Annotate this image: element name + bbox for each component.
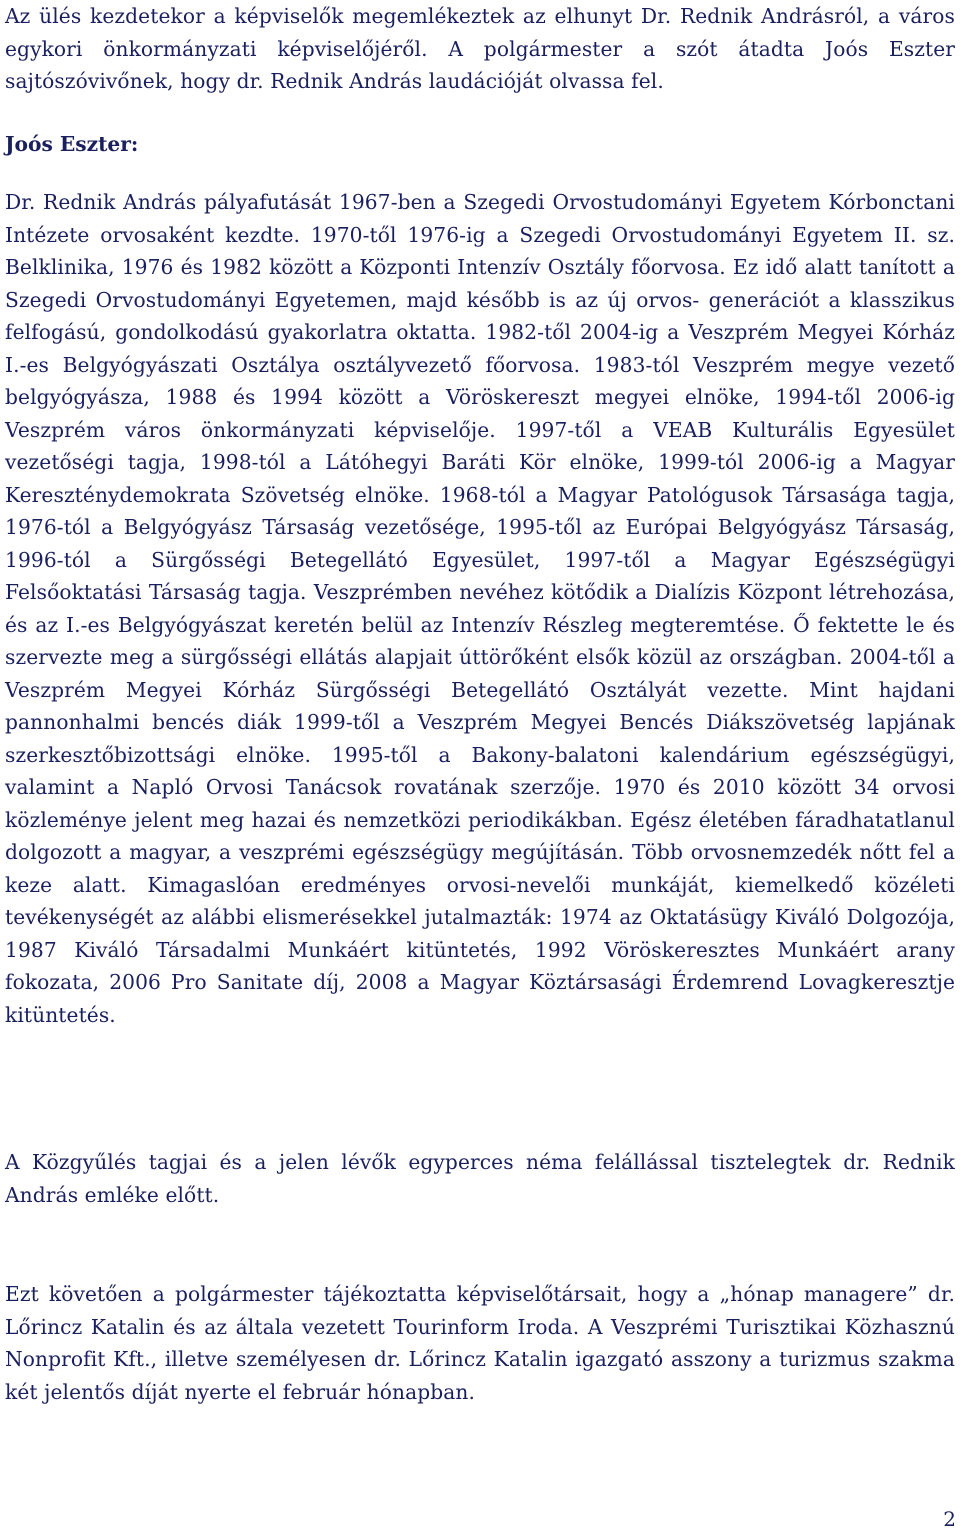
page-number: 2 [943,1507,956,1531]
speaker-label: Joós Eszter: [5,132,139,156]
tourism-paragraph: Ezt követően a polgármester tájékoztatta képviselőtársait, hogy a „hónap managere” dr. Lőrincz Katalin és az általa vezetett Tourinform Iroda. A Veszprémi Turisztikai Közhasznú Nonprofit Kft., illetve személyesen dr. Lőrincz Katalin igazgató asszony a turizmus szakma két jelentős díját nyerte el február hónapban. [5,1282,955,1404]
intro-paragraph: Az ülés kezdetekor a képviselők megemlékeztek az elhunyt Dr. Rednik Andrásról, a város egykori önkormányzati képviselőjéről. A polgármester a szót átadta Joós Eszter sajtószóvivőnek, hogy dr. Rednik András laudációját olvassa fel. [5,4,955,93]
document-page [5,0,955,1536]
laudation-paragraph: Dr. Rednik András pályafutását 1967-ben a Szegedi Orvostudományi Egyetem Kórbonctani Intézete orvosaként kezdte. 1970-től 1976-ig a Szegedi Orvostudományi Egyetem II. sz. Belklinika, 1976 és 1982 között a Központi Intenzív Osztály főorvosa. Ez idő alatt tanított a Szegedi Orvostudományi Egyetemen, majd később is az új orvos- generációt a klasszikus felfogású, gondolkodású gyakorlatra oktatta. 1982-től 2004-ig a Veszprém Megyei Kórház I.-es Belgyógyászati Osztálya osztályvezető főorvosa. 1983-tól Veszprém megye vezető belgyógyásza, 1988 és 1994 között a Vöröskereszt megyei elnöke, 1994-től 2006-ig Veszprém város önkormányzati képviselője. 1997-től a VEAB Kulturális Egyesület vezetőségi tagja, 1998-tól a Látóhegyi Baráti Kör elnöke, 1999-tól 2006-ig a Magyar Kereszténydemokrata Szövetség elnöke. 1968-tól a Magyar Patológusok Társasága tagja, 1976-tól a Belgyógyász Társaság vezetősége, 1995-től az Európai Belgyógyász Társaság, 1996-tól a Sürgősségi Betegellátó Egyesület, 1997-től a Magyar Egészségügyi Felsőoktatási Társaság tagja. Veszprémben nevéhez kötődik a Dialízis Központ létrehozása, és az I.-es Belgyógyászat keretén belül az Intenzív Részleg megteremtése. Ő fektette le és szervezte meg a sürgősségi ellátás alapjait úttörőként elsők közül az országban. 2004-től a Veszprém Megyei Kórház Sürgősségi Betegellátó Osztályát vezette. Mint hajdani pannonhalmi bencés diák 1999-től a Veszprém Megyei Bencés Diákszövetség lapjának szerkesztőbizottsági elnöke. 1995-től a Bakony-balatoni kalendárium egészségügyi, valamint a Napló Orvosi Tanácsok rovatának szerzője. 1970 és 2010 között 34 orvosi közleménye jelent meg hazai és nemzetközi periodikákban. Egész életében fáradhatatlanul dolgozott a magyar, a veszprémi egészségügy megújításán. Több orvosnemzedék nőtt fel a keze alatt. Kimagaslóan eredményes orvosi-nevelői munkáját, kiemelkedő közéleti tevékenységét az alábbi elismerésekkel jutalmazták: 1974 az Oktatásügy Kiváló Dolgozója, 1987 Kiváló Társadalmi Munkáért kitüntetés, 1992 Vöröskeresztes Munkáért arany fokozata, 2006 Pro Sanitate díj, 2008 a Magyar Köztársasági Érdemrend Lovagkeresztje kitüntetés. [5,190,955,1027]
tribute-paragraph: A Közgyűlés tagjai és a jelen lévők egyperces néma felállással tisztelegtek dr. Rednik András emléke előtt. [5,1150,955,1207]
